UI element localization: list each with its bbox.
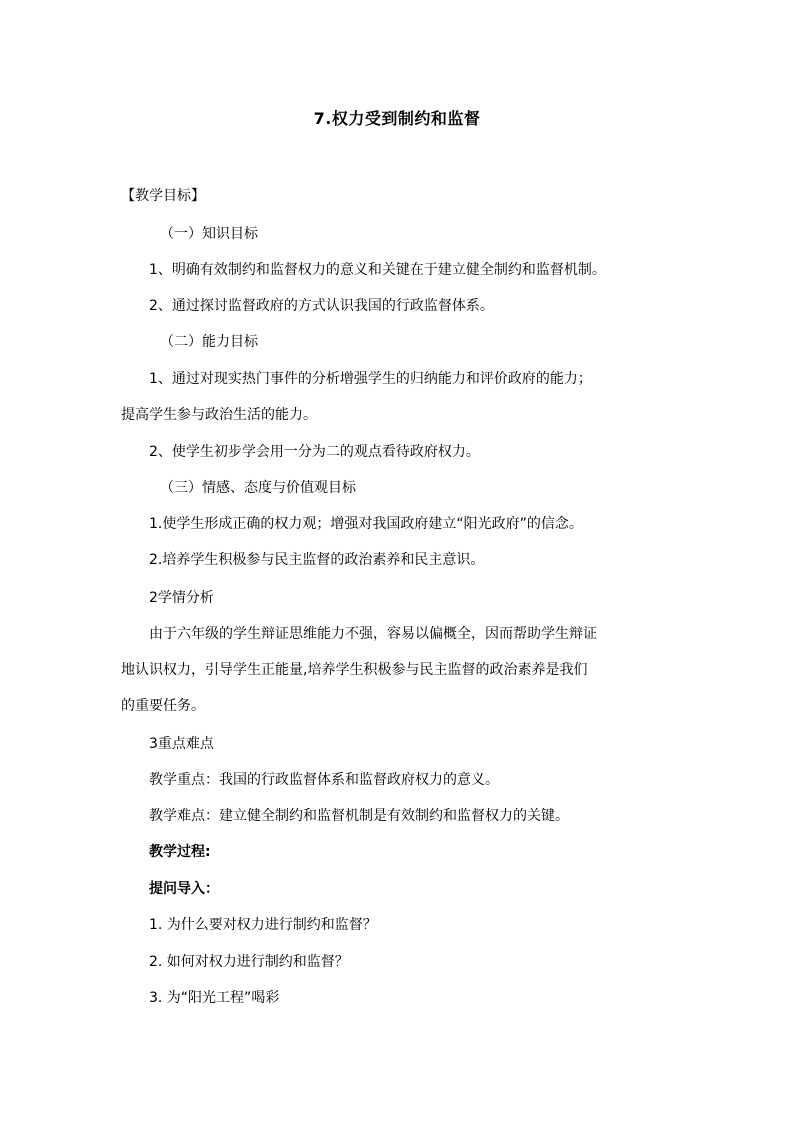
emotion-item-2: 2.培养学生积极参与民主监督的政治素养和民主意识。 (149, 552, 485, 568)
question-1: 1. 为什么要对权力进行制约和监督？ (149, 917, 377, 933)
analysis-line-2: 地认识权力，引导学生正能量,培养学生积极参与民主监督的政治素养是我们 (121, 662, 588, 678)
ability-item-1-line2: 提高学生参与政治生活的能力。 (121, 407, 317, 423)
key-focus: 教学重点：我国的行政监督体系和监督政府权力的意义。 (149, 772, 499, 788)
keypoints-heading: 3重点难点 (149, 736, 214, 752)
analysis-line-3: 的重要任务。 (121, 698, 205, 714)
knowledge-item-2: 2、通过探讨监督政府的方式认识我国的行政监督体系。 (149, 298, 494, 314)
knowledge-heading: （一）知识目标 (160, 226, 258, 242)
question-3: 3. 为“阳光工程”喝彩 (149, 990, 280, 1006)
ability-heading: （二）能力目标 (160, 334, 258, 350)
emotion-item-1: 1.使学生形成正确的权力观；增强对我国政府建立“阳光政府”的信念。 (149, 516, 583, 532)
intro-heading: 提问导入： (149, 881, 219, 897)
question-2: 2. 如何对权力进行制约和监督？ (149, 954, 349, 970)
ability-item-2: 2、使学生初步学会用一分为二的观点看待政府权力。 (149, 444, 480, 460)
document-title: 7.权力受到制约和监督 (313, 109, 481, 128)
analysis-heading: 2学情分析 (149, 590, 214, 606)
analysis-line-1: 由于六年级的学生辩证思维能力不强，容易以偏概全，因而帮助学生辩证 (149, 626, 597, 642)
knowledge-item-1: 1、明确有效制约和监督权力的意义和关键在于建立健全制约和监督机制。 (149, 262, 606, 278)
emotion-heading: （三）情感、态度与价值观目标 (160, 480, 356, 496)
ability-item-1-line1: 1、通过对现实热门事件的分析增强学生的归纳能力和评价政府的能力； (149, 371, 592, 387)
key-difficulty: 教学难点：建立健全制约和监督机制是有效制约和监督权力的关键。 (149, 808, 569, 824)
objectives-heading: 【教学目标】 (121, 188, 205, 204)
process-heading: 教学过程: (149, 844, 211, 860)
